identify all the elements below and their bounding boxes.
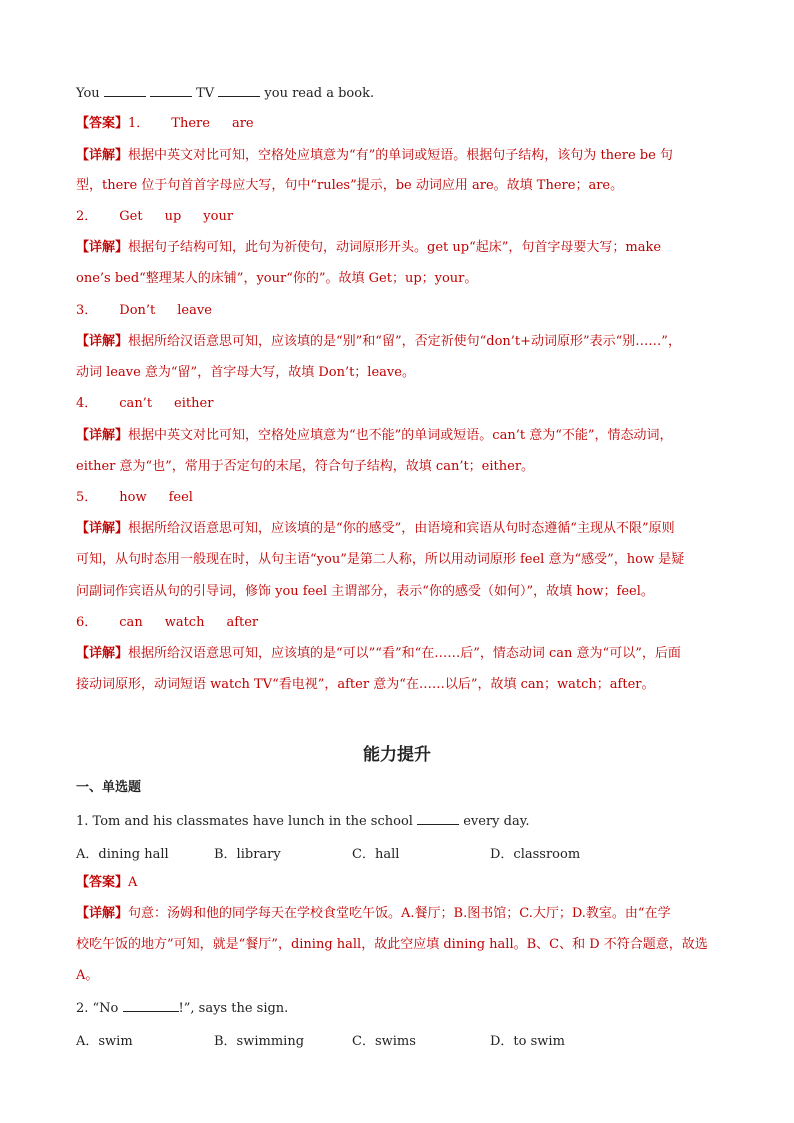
answer-word: Don’t xyxy=(119,303,156,318)
answer-word: Get xyxy=(119,209,143,224)
blank xyxy=(417,811,459,825)
detail-line xyxy=(76,458,718,476)
question-line xyxy=(76,998,718,1018)
answer-word: can’t xyxy=(119,396,153,411)
detail-tag: 【详解】 xyxy=(76,334,129,349)
detail-line xyxy=(76,676,718,694)
detail-line xyxy=(76,905,718,923)
answer-word: after xyxy=(226,615,259,630)
detail-line xyxy=(76,936,718,954)
detail-text: one’s bed“整理某人的床铺”，your“你的”。故填 Get；up；your。 xyxy=(76,271,478,286)
detail-line xyxy=(76,333,718,351)
detail-text: 问副词作宾语从句的引导词，修饰 you feel 主谓部分，表示“你的感受（如何）”，故填 how；feel。 xyxy=(76,584,654,599)
detail-line xyxy=(76,520,718,538)
answer-word: There xyxy=(171,116,210,131)
blank xyxy=(150,83,192,97)
answer-line xyxy=(76,489,718,507)
answer-tag: 【答案】 xyxy=(76,116,129,131)
detail-tag: 【详解】 xyxy=(76,906,129,921)
option-c: C．swims xyxy=(352,1034,416,1049)
answer-word: A xyxy=(128,875,138,890)
question-text: !”, says the sign. xyxy=(178,1001,289,1016)
answer-number: 1． xyxy=(128,116,150,131)
detail-tag: 【详解】 xyxy=(76,428,129,443)
detail-text: 根据所给汉语意思可知，应该填的是“你的感受”，由语境和宾语从句时态遵循“主现从不限”原则 xyxy=(128,521,675,536)
answer-word: can xyxy=(119,615,143,630)
answer-line xyxy=(76,614,718,632)
option-b: B．swimming xyxy=(214,1034,305,1049)
option-d: D．classroom xyxy=(490,847,581,862)
detail-text: 根据中英文对比可知，空格处应填意为“有”的单词或短语。根据句子结构，该句为 there be 句 xyxy=(128,148,673,163)
question-text: You xyxy=(76,86,100,101)
detail-text: 根据所给汉语意思可知，应该填的是“别”和“留”，否定祈使句“don’t+动词原形”表示“别……”， xyxy=(128,334,681,349)
detail-line xyxy=(76,239,718,257)
answer-line xyxy=(76,115,718,133)
detail-line xyxy=(76,177,718,195)
answer-line xyxy=(76,302,718,320)
answer-line xyxy=(76,208,718,226)
detail-tag: 【详解】 xyxy=(76,240,129,255)
answer-number: 4． xyxy=(76,396,98,411)
answer-word: either xyxy=(174,396,214,411)
detail-tag: 【详解】 xyxy=(76,646,129,661)
option-a: A．swim xyxy=(76,1034,133,1049)
detail-line xyxy=(76,364,718,382)
detail-text: 根据句子结构可知，此句为祈使句，动词原形开头。get up“起床”，句首字母要大写；make xyxy=(128,240,662,255)
detail-tag: 【详解】 xyxy=(76,148,129,163)
blank xyxy=(104,83,146,97)
answer-number: 6． xyxy=(76,615,98,630)
option-b: B．library xyxy=(214,847,281,862)
option-c: C．hall xyxy=(352,847,400,862)
answer-word: your xyxy=(203,209,234,224)
detail-text: 接动词原形，动词短语 watch TV“看电视”，after 意为“在……以后”，故填 can；watch；after。 xyxy=(76,677,655,692)
section-heading: 一、单选题 xyxy=(76,780,142,795)
answer-number: 2． xyxy=(76,209,98,224)
answer-number: 3． xyxy=(76,303,98,318)
detail-text: 可知，从句时态用一般现在时，从句主语“you”是第二人称，所以用动词原形 feel 意为“感受”，how 是疑 xyxy=(76,552,685,567)
detail-line xyxy=(76,967,718,985)
detail-line xyxy=(76,645,718,663)
question-text: 1. Tom and his classmates have lunch in the school xyxy=(76,814,413,829)
answer-word: how xyxy=(119,490,147,505)
question-text: every day. xyxy=(463,814,530,829)
blank xyxy=(123,998,179,1012)
answer-word: watch xyxy=(164,615,205,630)
option-a: A．dining hall xyxy=(76,847,169,862)
answer-word: up xyxy=(164,209,182,224)
answer-line xyxy=(76,395,718,413)
detail-text: 根据中英文对比可知，空格处应填意为“也不能”的单词或短语。can’t 意为“不能”，情态动词， xyxy=(128,428,673,443)
detail-line xyxy=(76,270,718,288)
question-line xyxy=(76,83,718,103)
answer-line xyxy=(76,874,718,892)
option-d: D．to swim xyxy=(490,1034,565,1049)
answer-word: are xyxy=(231,116,254,131)
detail-line xyxy=(76,427,718,445)
detail-text: 根据所给汉语意思可知，应该填的是“可以”“看”和“在……后”，情态动词 can 意为“可以”，后面 xyxy=(128,646,681,661)
section-title: 能力提升 xyxy=(363,745,431,765)
detail-line xyxy=(76,147,718,165)
detail-line xyxy=(76,551,718,569)
detail-text: 动词 leave 意为“留”，首字母大写，故填 Don’t；leave。 xyxy=(76,365,415,380)
detail-line xyxy=(76,583,718,601)
detail-tag: 【详解】 xyxy=(76,521,129,536)
question-text: 2. “No xyxy=(76,1001,119,1016)
answer-number: 5． xyxy=(76,490,98,505)
detail-text: 型，there 位于句首首字母应大写，句中“rules”提示，be 动词应用 are。故填 There；are。 xyxy=(76,178,624,193)
question-line xyxy=(76,811,718,831)
answer-word: leave xyxy=(177,303,212,318)
blank xyxy=(218,83,260,97)
question-text: TV xyxy=(196,86,215,101)
detail-text: 校吃午饭的地方”可知，就是“餐厅”，dining hall，故此空应填 dining hall。B、C、和 D 不符合题意，故选 xyxy=(76,937,708,952)
answer-tag: 【答案】 xyxy=(76,875,129,890)
question-text: you read a book. xyxy=(264,86,375,101)
detail-text: A。 xyxy=(76,968,99,983)
answer-word: feel xyxy=(168,490,193,505)
detail-text: either 意为“也”，常用于否定句的末尾，符合句子结构，故填 can’t；either。 xyxy=(76,459,535,474)
detail-text: 句意：汤姆和他的同学每天在学校食堂吃午饭。A.餐厅；B.图书馆；C.大厅；D.教室。由“在学 xyxy=(128,906,671,921)
